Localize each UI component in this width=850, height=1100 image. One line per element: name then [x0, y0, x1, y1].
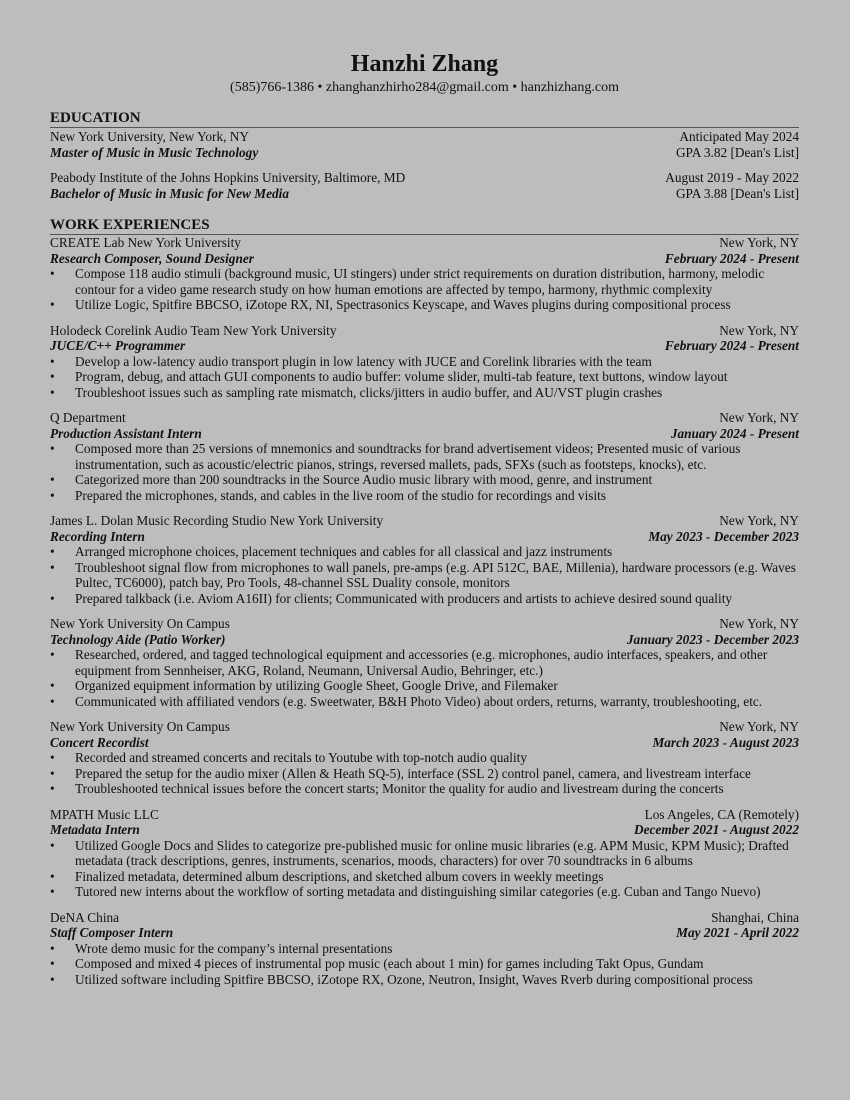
- job-bullet: • Troubleshoot signal flow from microphones to wall panels, pre-amps (e.g. API 512C, BAE, Millenia), hardware processors (e.g. Waves Pultec, TC6000), patch bay, Pro Tools, 48-channel SSL Duality console, monitors: [50, 560, 799, 591]
- education-date: Anticipated May 2024: [679, 129, 799, 144]
- job-entry: [50, 719, 799, 797]
- job-dates: December 2021 - August 2022: [634, 822, 799, 837]
- job-bullet: • Troubleshoot issues such as sampling rate mismatch, clicks/jitters in audio buffer, and AU/VST plugin crashes: [50, 385, 799, 401]
- job-bullet: • Program, debug, and attach GUI components to audio buffer: volume slider, multi-tab feature, text buttons, window layout: [50, 369, 799, 385]
- candidate-name: Hanzhi Zhang: [350, 51, 499, 77]
- job-organization: MPATH Music LLC: [50, 806, 159, 822]
- job-entry: [50, 513, 799, 606]
- job-location: Los Angeles, CA (Remotely): [644, 806, 799, 822]
- job-bullet: • Compose 118 audio stimuli (background music, UI stingers) under strict requirements on duration distribution, harmony, melodic contour for a video game research study on how human emotions are affected by tempo, harmony, rhythmic complexity: [50, 266, 799, 297]
- job-role: Concert Recordist: [50, 734, 149, 750]
- job-bullet: • Troubleshooted technical issues before the concert starts; Monitor the quality for audio and livestream during the concerts: [50, 781, 799, 797]
- job-bullet: • Arranged microphone choices, placement techniques and cables for all classical and jazz instruments: [50, 544, 799, 560]
- education-heading: EDUCATION: [50, 110, 799, 128]
- job-bullet: • Wrote demo music for the company’s internal presentations: [50, 941, 799, 957]
- job-bullet: • Utilize Logic, Spitfire BBCSO, iZotope RX, NI, Spectrasonics Keyscape, and Waves plugins during compositional process: [50, 297, 799, 313]
- job-bullets: [50, 354, 799, 401]
- job-bullet: • Composed and mixed 4 pieces of instrumental pop music (each about 1 min) for games including Takt Opus, Gundam: [50, 956, 799, 972]
- contact-line: (585)766-1386 • zhanghanzhirho284@gmail.com • hanzhizhang.com: [230, 80, 619, 95]
- job-bullets: [50, 838, 799, 900]
- job-organization: Holodeck Corelink Audio Team New York University: [50, 322, 337, 338]
- job-dates: May 2021 - April 2022: [676, 925, 799, 940]
- job-role: JUCE/C++ Programmer: [50, 338, 186, 353]
- job-entry: [50, 910, 799, 988]
- job-list: [50, 235, 799, 987]
- gpa: GPA 3.82 [Dean's List]: [675, 144, 799, 160]
- school-name: Peabody Institute of the Johns Hopkins University, Baltimore, MD: [50, 170, 406, 185]
- job-bullets: [50, 266, 799, 313]
- degree-title: Master of Music in Music Technology: [50, 144, 259, 160]
- job-role: Staff Composer Intern: [50, 925, 174, 940]
- job-location: New York, NY: [719, 719, 799, 734]
- job-role: Production Assistant Intern: [50, 425, 202, 441]
- job-bullets: [50, 750, 799, 797]
- job-bullets: [50, 544, 799, 606]
- job-bullet: • Organized equipment information by utilizing Google Sheet, Google Drive, and Filemaker: [50, 678, 799, 694]
- education-entry: [50, 170, 799, 201]
- job-dates: February 2024 - Present: [664, 338, 799, 353]
- job-bullets: [50, 441, 799, 503]
- job-role: Metadata Intern: [50, 822, 140, 837]
- job-bullet: • Prepared the setup for the audio mixer (Allen & Heath SQ-5), interface (SSL 2) control panel, camera, and livestream interface: [50, 766, 799, 782]
- job-location: New York, NY: [719, 410, 799, 425]
- job-bullet: • Utilized Google Docs and Slides to categorize pre-published music for online music libraries (e.g. APM Music, KPM Music); Drafted metadata (track descriptions, genres, instruments, scenarios, moods, characters) for over 70 soundtracks in 6 albums: [50, 838, 799, 869]
- job-organization: New York University On Campus: [50, 616, 230, 631]
- job-dates: March 2023 - August 2023: [652, 734, 799, 750]
- education-entry: [50, 129, 799, 160]
- job-bullet: • Finalized metadata, determined album descriptions, and sketched album covers in weekly meetings: [50, 869, 799, 885]
- job-bullet: • Tutored new interns about the workflow of sorting metadata and distinguishing similar categories (e.g. Cuban and Tango Nuevo): [50, 884, 799, 900]
- job-dates: January 2023 - December 2023: [626, 631, 799, 647]
- gpa: GPA 3.88 [Dean's List]: [675, 185, 799, 201]
- degree-title: Bachelor of Music in Music for New Media: [50, 185, 289, 201]
- job-bullet: • Categorized more than 200 soundtracks in the Source Audio music library with mood, genre, and instrument: [50, 472, 799, 488]
- job-bullet: • Prepared talkback (i.e. Aviom A16II) for clients; Communicated with producers and artists to achieve desired sound quality: [50, 591, 799, 607]
- job-organization: New York University On Campus: [50, 719, 230, 734]
- job-bullets: [50, 941, 799, 988]
- job-dates: January 2024 - Present: [670, 425, 799, 441]
- job-bullets: [50, 647, 799, 709]
- job-location: New York, NY: [719, 513, 799, 528]
- job-organization: Q Department: [50, 410, 126, 425]
- job-role: Technology Aide (Patio Worker): [50, 631, 226, 647]
- job-dates: February 2024 - Present: [664, 250, 799, 266]
- job-location: New York, NY: [719, 616, 799, 631]
- job-bullet: • Composed more than 25 versions of mnemonics and soundtracks for brand advertisement videos; Presented music of various instrumentation, such as acoustic/electric pianos, strings, reversed mallets, pads, SFXs (such as footsteps, knocks), etc.: [50, 441, 799, 472]
- work-experience-heading: WORK EXPERIENCES: [50, 217, 799, 235]
- school-name: New York University, New York, NY: [50, 129, 249, 144]
- job-role: Research Composer, Sound Designer: [50, 250, 254, 266]
- job-entry: [50, 410, 799, 503]
- job-bullet: • Develop a low-latency audio transport plugin in low latency with JUCE and Corelink libraries with the team: [50, 354, 799, 370]
- job-entry: [50, 807, 799, 900]
- job-entry: [50, 616, 799, 709]
- job-location: New York, NY: [719, 235, 799, 250]
- job-bullet: • Researched, ordered, and tagged technological equipment and accessories (e.g. microphones, audio interfaces, speakers, and other equipment from Sennheiser, AKG, Roland, Neumann, Universal Audio, Behringer, etc.): [50, 647, 799, 678]
- job-organization: James L. Dolan Music Recording Studio New York University: [50, 513, 384, 528]
- job-organization: CREATE Lab New York University: [50, 235, 241, 250]
- job-bullet: • Prepared the microphones, stands, and cables in the live room of the studio for recordings and visits: [50, 488, 799, 504]
- job-entry: [50, 323, 799, 401]
- job-entry: [50, 235, 799, 313]
- job-location: New York, NY: [719, 322, 799, 338]
- job-bullet: • Recorded and streamed concerts and recitals to Youtube with top-notch audio quality: [50, 750, 799, 766]
- education-date: August 2019 - May 2022: [665, 170, 799, 185]
- job-dates: May 2023 - December 2023: [648, 528, 799, 544]
- job-bullet: • Communicated with affiliated vendors (e.g. Sweetwater, B&H Photo Video) about orders, returns, warranty, troubleshooting, etc.: [50, 694, 799, 710]
- job-bullet: • Utilized software including Spitfire BBCSO, iZotope RX, Ozone, Neutron, Insight, Waves Rverb during compositional process: [50, 972, 799, 988]
- job-organization: DeNA China: [50, 909, 120, 925]
- job-role: Recording Intern: [50, 528, 145, 544]
- job-location: Shanghai, China: [711, 909, 799, 925]
